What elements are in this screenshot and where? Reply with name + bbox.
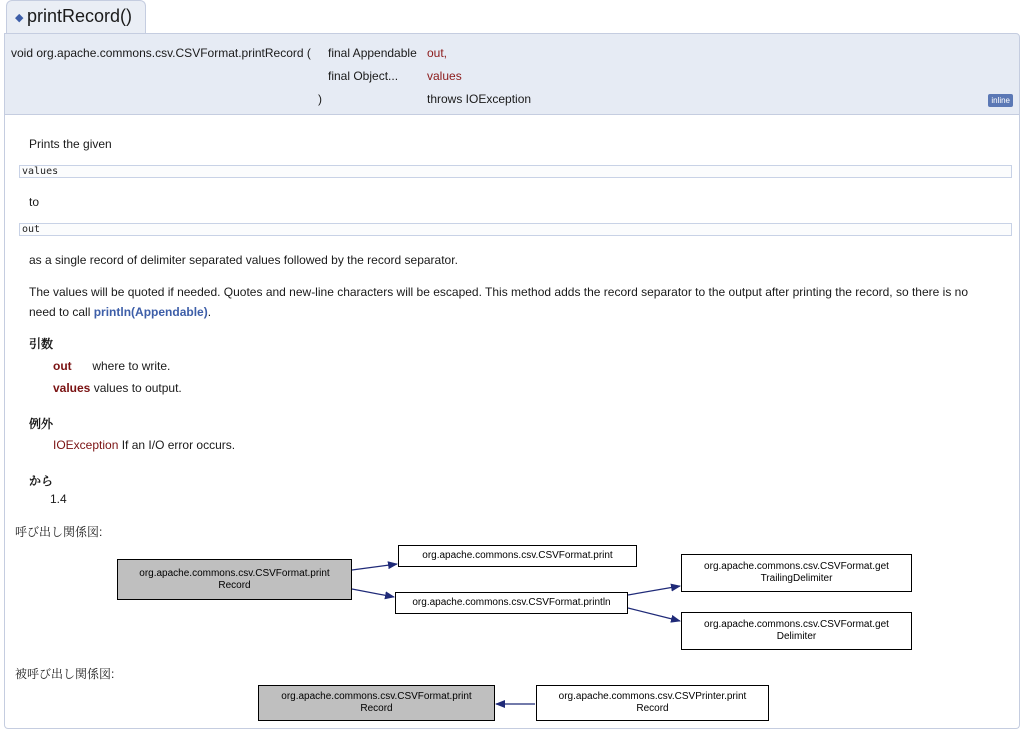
call-node-getdelimiter[interactable]: [681, 612, 912, 650]
since-heading: から: [29, 474, 54, 488]
exception-desc: If an I/O error occurs.: [121, 438, 236, 452]
call-node-printrecord[interactable]: [117, 559, 352, 600]
para-b-suffix: .: [207, 305, 212, 319]
close-paren: ): [318, 92, 322, 106]
exception-name: IOException: [53, 438, 119, 452]
call-node-print[interactable]: [398, 545, 637, 567]
edge-main-to-println: [352, 589, 394, 597]
param-out-desc: where to write.: [92, 359, 171, 373]
diamond-icon: ◆: [15, 12, 24, 24]
call-node-delimiter-line1: org.apache.commons.csv.CSVFormat.get: [704, 619, 889, 630]
doc-line-3: as a single record of delimiter separated values followed by the record separator.: [29, 253, 458, 267]
param2-type: final Object...: [328, 69, 399, 83]
inline-badge: inline: [988, 94, 1013, 107]
call-node-trailing-line2: TrailingDelimiter: [760, 573, 833, 584]
caller-node-csvprinter-line1: org.apache.commons.csv.CSVPrinter.print: [558, 691, 747, 702]
param-values-name: values: [53, 381, 91, 395]
caller-node-csvprinter-printrecord[interactable]: [536, 685, 769, 721]
doc-line-1: Prints the given: [29, 137, 112, 151]
call-node-printrecord-line1: org.apache.commons.csv.CSVFormat.print: [139, 567, 330, 579]
caller-node-printrecord-line1: org.apache.commons.csv.CSVFormat.print: [281, 691, 472, 702]
params-heading: 引数: [29, 337, 54, 351]
param2-name: values: [427, 69, 462, 83]
edge-main-to-print: [352, 564, 397, 570]
call-node-println-label: org.apache.commons.csv.CSVFormat.println: [412, 597, 611, 608]
edge-println-to-delimiter: [628, 608, 680, 621]
call-node-println[interactable]: [395, 592, 628, 614]
call-node-trailing-line1: org.apache.commons.csv.CSVFormat.get: [704, 561, 889, 572]
param1-name: out,: [427, 46, 448, 60]
call-node-delimiter-line2: Delimiter: [776, 631, 817, 642]
param1-type: final Appendable: [328, 46, 417, 60]
code-values: values: [19, 165, 1012, 178]
code-out: out: [19, 223, 1012, 236]
para-b-prefix: need to call: [29, 305, 94, 319]
param-out-name: out: [53, 359, 72, 373]
println-link[interactable]: println(Appendable): [93, 305, 208, 319]
signature-prefix: void org.apache.commons.csv.CSVFormat.printRecord (: [11, 46, 311, 60]
call-node-printrecord-line2: Record: [218, 579, 251, 591]
doc-paragraph-a: The values will be quoted if needed. Quotes and new-line characters will be escaped. This method adds the record separator to the output after printing the record, so there is no: [29, 285, 968, 299]
call-node-print-label: org.apache.commons.csv.CSVFormat.print: [422, 550, 613, 561]
doc-line-2: to: [29, 195, 40, 209]
since-value: 1.4: [50, 492, 67, 506]
throws-clause: throws IOException: [427, 92, 532, 106]
exceptions-heading: 例外: [29, 417, 54, 431]
edge-println-to-trailing: [628, 586, 680, 595]
caller-node-csvprinter-line2: Record: [636, 703, 669, 714]
caller-graph-title: 被呼び出し関係図:: [15, 667, 115, 681]
param-values-desc: values to output.: [93, 381, 182, 395]
call-node-gettrailingdelimiter[interactable]: [681, 554, 912, 592]
call-graph-title: 呼び出し関係図:: [15, 525, 103, 539]
member-title: printRecord(): [27, 6, 133, 26]
caller-node-printrecord-line2: Record: [360, 703, 393, 714]
caller-node-printrecord[interactable]: [258, 685, 495, 721]
